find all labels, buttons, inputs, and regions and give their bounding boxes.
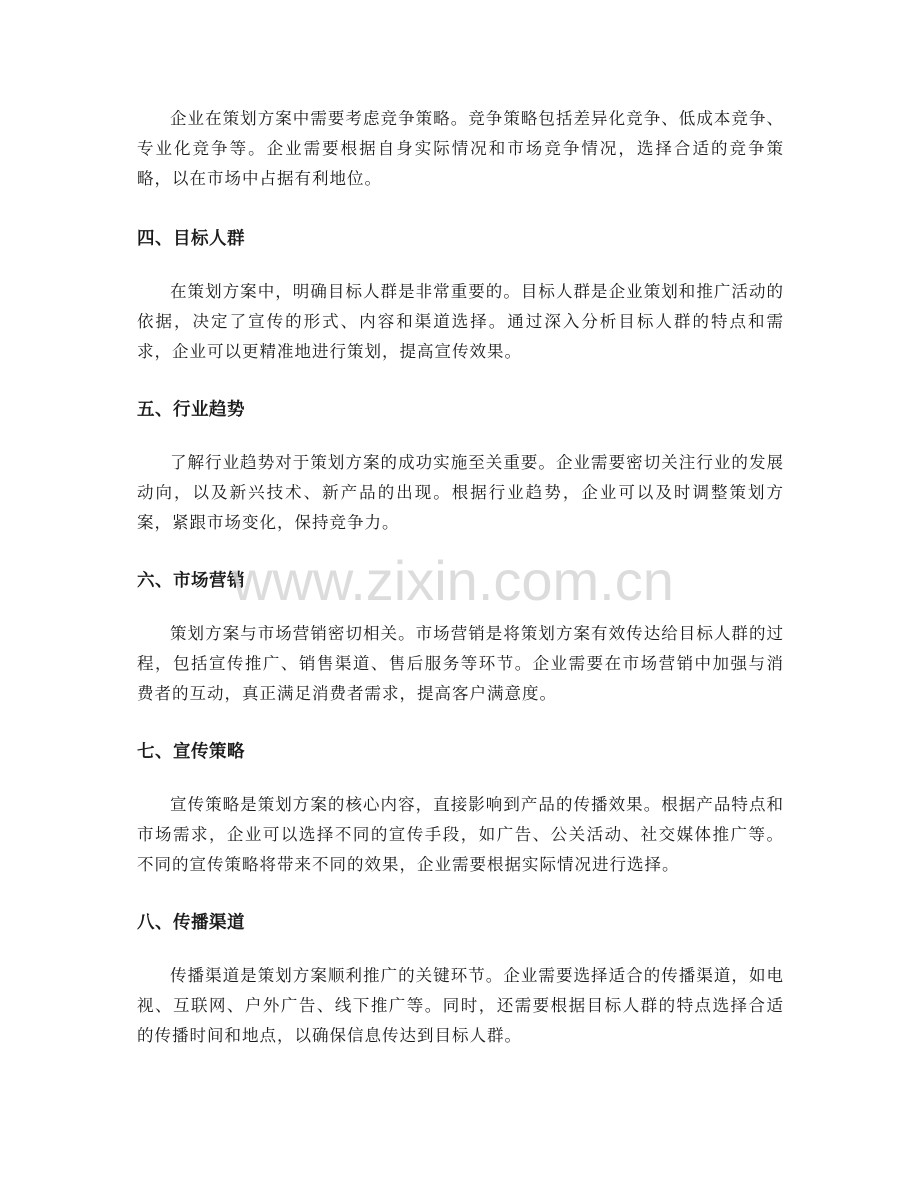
section-heading: 八、传播渠道 [137,913,245,933]
section-target-audience [137,226,784,367]
section-heading: 六、市场营销 [137,571,245,591]
section-marketing [137,568,784,709]
section-paragraph: 传播渠道是策划方案顺利推广的关键环节。企业需要选择适合的传播渠道，如电视、互联网、户外广告、线下推广等。同时，还需要根据目标人群的特点选择合适的传播时间和地点，以确保信息传达到目标人群。 [137,966,784,1045]
section-channels [137,910,784,1051]
section-heading: 五、行业趋势 [137,400,245,420]
section-heading: 七、宣传策略 [137,742,245,762]
section-paragraph: 宣传策略是策划方案的核心内容，直接影响到产品的传播效果。根据产品特点和市场需求，企业可以选择不同的宣传手段，如广告、公关活动、社交媒体推广等。不同的宣传策略将带来不同的效果，企业需要根据实际情况进行选择。 [137,795,784,874]
section-industry-trends [137,397,784,538]
section-heading: 四、目标人群 [137,229,245,249]
section-paragraph: 策划方案与市场营销密切相关。市场营销是将策划方案有效传达给目标人群的过程，包括宣传推广、销售渠道、售后服务等环节。企业需要在市场营销中加强与消费者的互动，真正满足消费者需求，提高客户满意度。 [137,624,784,703]
section-paragraph: 了解行业趋势对于策划方案的成功实施至关重要。企业需要密切关注行业的发展动向，以及新兴技术、新产品的出现。根据行业趋势，企业可以及时调整策划方案，紧跟市场变化，保持竞争力。 [137,453,784,532]
section-paragraph: 在策划方案中，明确目标人群是非常重要的。目标人群是企业策划和推广活动的依据，决定了宣传的形式、内容和渠道选择。通过深入分析目标人群的特点和需求，企业可以更精准地进行策划，提高宣传效果。 [137,282,784,361]
intro-paragraph: 企业在策划方案中需要考虑竞争策略。竞争策略包括差异化竞争、低成本竞争、专业化竞争等。企业需要根据自身实际情况和市场竞争情况，选择合适的竞争策略，以在市场中占据有利地位。 [137,109,784,188]
section-promotion-strategy [137,739,784,880]
document-body [137,104,784,1051]
watermark-text: www.zixin.com.cn [232,549,674,612]
